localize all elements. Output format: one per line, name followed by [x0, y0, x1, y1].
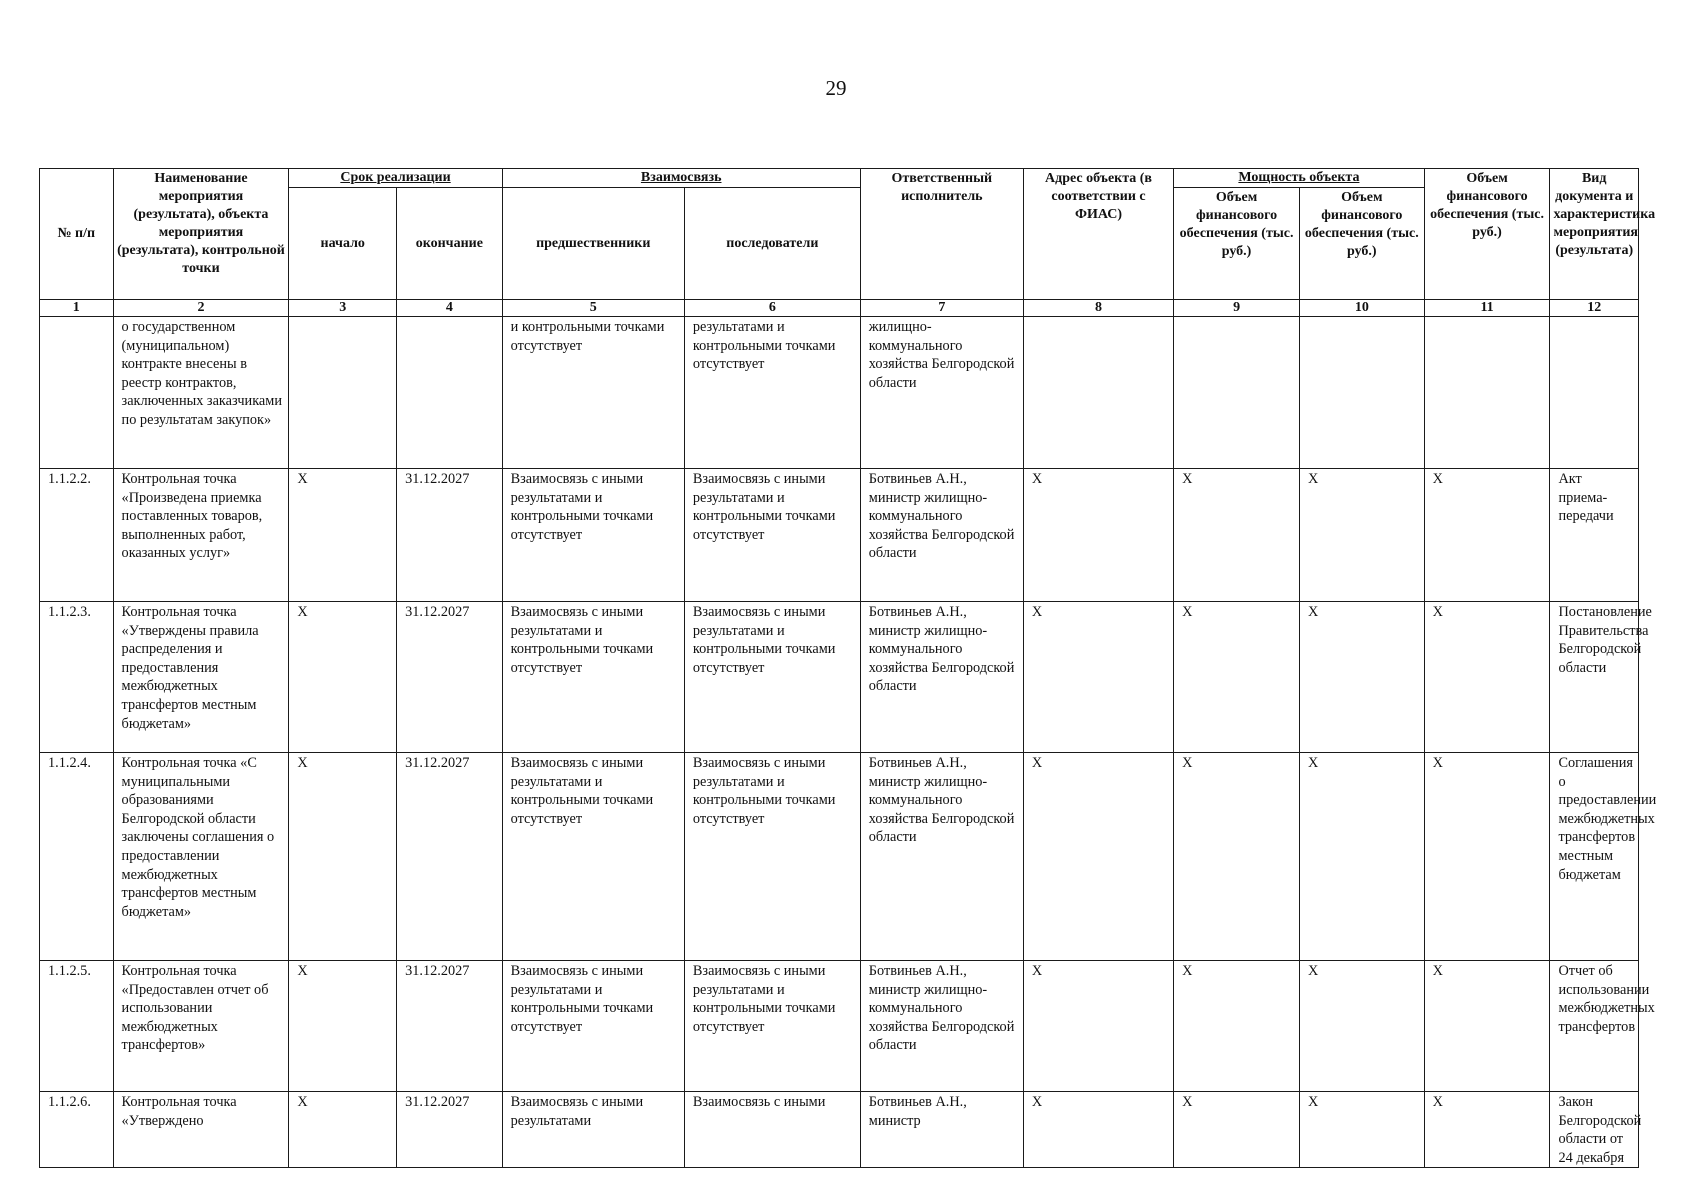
col-name-header: Наименование мероприятия (результата), объекта мероприятия (результата), контрольной точки: [113, 169, 289, 300]
row-start: X: [289, 961, 397, 1092]
row-predecessors: Взаимосвязь с иными результатами: [502, 1092, 684, 1168]
row-fin9: X: [1174, 961, 1300, 1092]
row-fin10: X: [1299, 961, 1424, 1092]
table-row: [40, 961, 1639, 1092]
activity-plan-table: [39, 168, 1657, 1168]
col-fin11-header: Объем финансового обеспечения (тыс. руб.): [1424, 169, 1550, 300]
row-successors: Взаимосвязь с иными результатами и контрольными точками отсутствует: [684, 961, 860, 1092]
row-responsible: Ботвиньев А.Н., министр жилищно-коммунального хозяйства Белгородской области: [860, 753, 1023, 961]
row-fin9: X: [1174, 602, 1300, 753]
col-number: 7: [860, 300, 1023, 317]
col-number: 3: [289, 300, 397, 317]
row-predecessors: Взаимосвязь с иными результатами и контрольными точками отсутствует: [502, 753, 684, 961]
row-fin11: X: [1424, 961, 1550, 1092]
row-end: 31.12.2027: [397, 1092, 503, 1168]
col-number: 1: [40, 300, 114, 317]
row-address: X: [1023, 1092, 1173, 1168]
row-address: X: [1023, 469, 1173, 602]
row-number: 1.1.2.3.: [40, 602, 114, 753]
row-end: 31.12.2027: [397, 469, 503, 602]
row-number: [40, 317, 114, 469]
col-start-header: начало: [289, 188, 397, 300]
col-fin10-header: Объем финансового обеспечения (тыс. руб.): [1299, 188, 1424, 300]
row-name: Контрольная точка «Предоставлен отчет об использовании межбюджетных трансфертов»: [113, 961, 289, 1092]
col-number: 10: [1299, 300, 1424, 317]
col-number: 9: [1174, 300, 1300, 317]
col-addr-header: Адрес объекта (в соответствии с ФИАС): [1023, 169, 1173, 300]
row-document: [1550, 317, 1639, 469]
col-number: 5: [502, 300, 684, 317]
row-fin11: X: [1424, 753, 1550, 961]
row-predecessors: Взаимосвязь с иными результатами и контрольными точками отсутствует: [502, 469, 684, 602]
col-succ-header: последователи: [684, 188, 860, 300]
row-number: 1.1.2.4.: [40, 753, 114, 961]
row-address: X: [1023, 961, 1173, 1092]
col-number: 12: [1550, 300, 1639, 317]
page-number: 29: [825, 76, 847, 100]
col-fin9-header: Объем финансового обеспечения (тыс. руб.): [1174, 188, 1300, 300]
table-row: [40, 469, 1639, 602]
row-end: [397, 317, 503, 469]
row-document: Отчет об использовании межбюджетных трансфертов: [1550, 961, 1639, 1092]
row-responsible: Ботвиньев А.Н., министр: [860, 1092, 1023, 1168]
row-fin10: X: [1299, 602, 1424, 753]
row-predecessors: и контрольными точками отсутствует: [502, 317, 684, 469]
table-row: [40, 602, 1639, 753]
row-responsible: Ботвиньев А.Н., министр жилищно-коммунального хозяйства Белгородской области: [860, 602, 1023, 753]
row-responsible: Ботвиньев А.Н., министр жилищно-коммунального хозяйства Белгородской области: [860, 469, 1023, 602]
row-address: X: [1023, 753, 1173, 961]
row-predecessors: Взаимосвязь с иными результатами и контрольными точками отсутствует: [502, 961, 684, 1092]
col-number: 8: [1023, 300, 1173, 317]
row-successors: результатами и контрольными точками отсутствует: [684, 317, 860, 469]
row-successors: Взаимосвязь с иными результатами и контрольными точками отсутствует: [684, 753, 860, 961]
row-responsible: жилищно-коммунального хозяйства Белгородской области: [860, 317, 1023, 469]
row-name: о государственном (муниципальном) контракте внесены в реестр контрактов, заключенных заказчиками по результатам закупок»: [113, 317, 289, 469]
row-start: X: [289, 602, 397, 753]
row-end: 31.12.2027: [397, 961, 503, 1092]
row-fin10: X: [1299, 469, 1424, 602]
col-doc-header: Вид документа и характеристика мероприятия (результата): [1550, 169, 1639, 300]
row-successors: Взаимосвязь с иными результатами и контрольными точками отсутствует: [684, 602, 860, 753]
group-term-header: Срок реализации: [289, 169, 502, 188]
row-start: [289, 317, 397, 469]
col-number: 2: [113, 300, 289, 317]
row-end: 31.12.2027: [397, 602, 503, 753]
col-end-header: окончание: [397, 188, 503, 300]
table-row: [40, 317, 1639, 469]
table-row: [40, 753, 1639, 961]
row-fin11: X: [1424, 602, 1550, 753]
row-document: Закон Белгородской области от 24 декабря: [1550, 1092, 1639, 1168]
row-name: Контрольная точка «Утверждены правила распределения и предоставления межбюджетных трансфертов местным бюджетам»: [113, 602, 289, 753]
row-name: Контрольная точка «С муниципальными образованиями Белгородской области заключены соглашения о предоставлении межбюджетных трансфертов местным бюджетам»: [113, 753, 289, 961]
row-number: 1.1.2.6.: [40, 1092, 114, 1168]
col-number: 6: [684, 300, 860, 317]
row-name: Контрольная точка «Утверждено: [113, 1092, 289, 1168]
row-start: X: [289, 753, 397, 961]
col-pred-header: предшественники: [502, 188, 684, 300]
col-number: 11: [1424, 300, 1550, 317]
row-fin11: [1424, 317, 1550, 469]
row-fin10: [1299, 317, 1424, 469]
row-fin9: [1174, 317, 1300, 469]
row-fin9: X: [1174, 469, 1300, 602]
col-resp-header: Ответственный исполнитель: [860, 169, 1023, 300]
row-document: Соглашения о предоставлении межбюджетных трансфертов местным бюджетам: [1550, 753, 1639, 961]
row-successors: Взаимосвязь с иными: [684, 1092, 860, 1168]
row-fin9: X: [1174, 1092, 1300, 1168]
row-fin11: X: [1424, 1092, 1550, 1168]
row-fin11: X: [1424, 469, 1550, 602]
group-link-header: Взаимосвязь: [502, 169, 860, 188]
row-fin9: X: [1174, 753, 1300, 961]
row-successors: Взаимосвязь с иными результатами и контрольными точками отсутствует: [684, 469, 860, 602]
row-predecessors: Взаимосвязь с иными результатами и контрольными точками отсутствует: [502, 602, 684, 753]
row-document: Акт приема-передачи: [1550, 469, 1639, 602]
row-start: X: [289, 469, 397, 602]
group-power-header: Мощность объекта: [1174, 169, 1425, 188]
table-row: [40, 1092, 1639, 1168]
row-fin10: X: [1299, 753, 1424, 961]
row-start: X: [289, 1092, 397, 1168]
row-number: 1.1.2.2.: [40, 469, 114, 602]
row-document: Постановление Правительства Белгородской области: [1550, 602, 1639, 753]
column-numbers-row: [40, 300, 1639, 317]
row-number: 1.1.2.5.: [40, 961, 114, 1092]
header-row-top: [40, 169, 1639, 188]
row-address: X: [1023, 602, 1173, 753]
row-fin10: X: [1299, 1092, 1424, 1168]
row-name: Контрольная точка «Произведена приемка поставленных товаров, выполненных работ, оказанных услуг»: [113, 469, 289, 602]
row-address: [1023, 317, 1173, 469]
col-no-header: № п/п: [40, 169, 114, 300]
row-end: 31.12.2027: [397, 753, 503, 961]
col-number: 4: [397, 300, 503, 317]
row-responsible: Ботвиньев А.Н., министр жилищно-коммунального хозяйства Белгородской области: [860, 961, 1023, 1092]
